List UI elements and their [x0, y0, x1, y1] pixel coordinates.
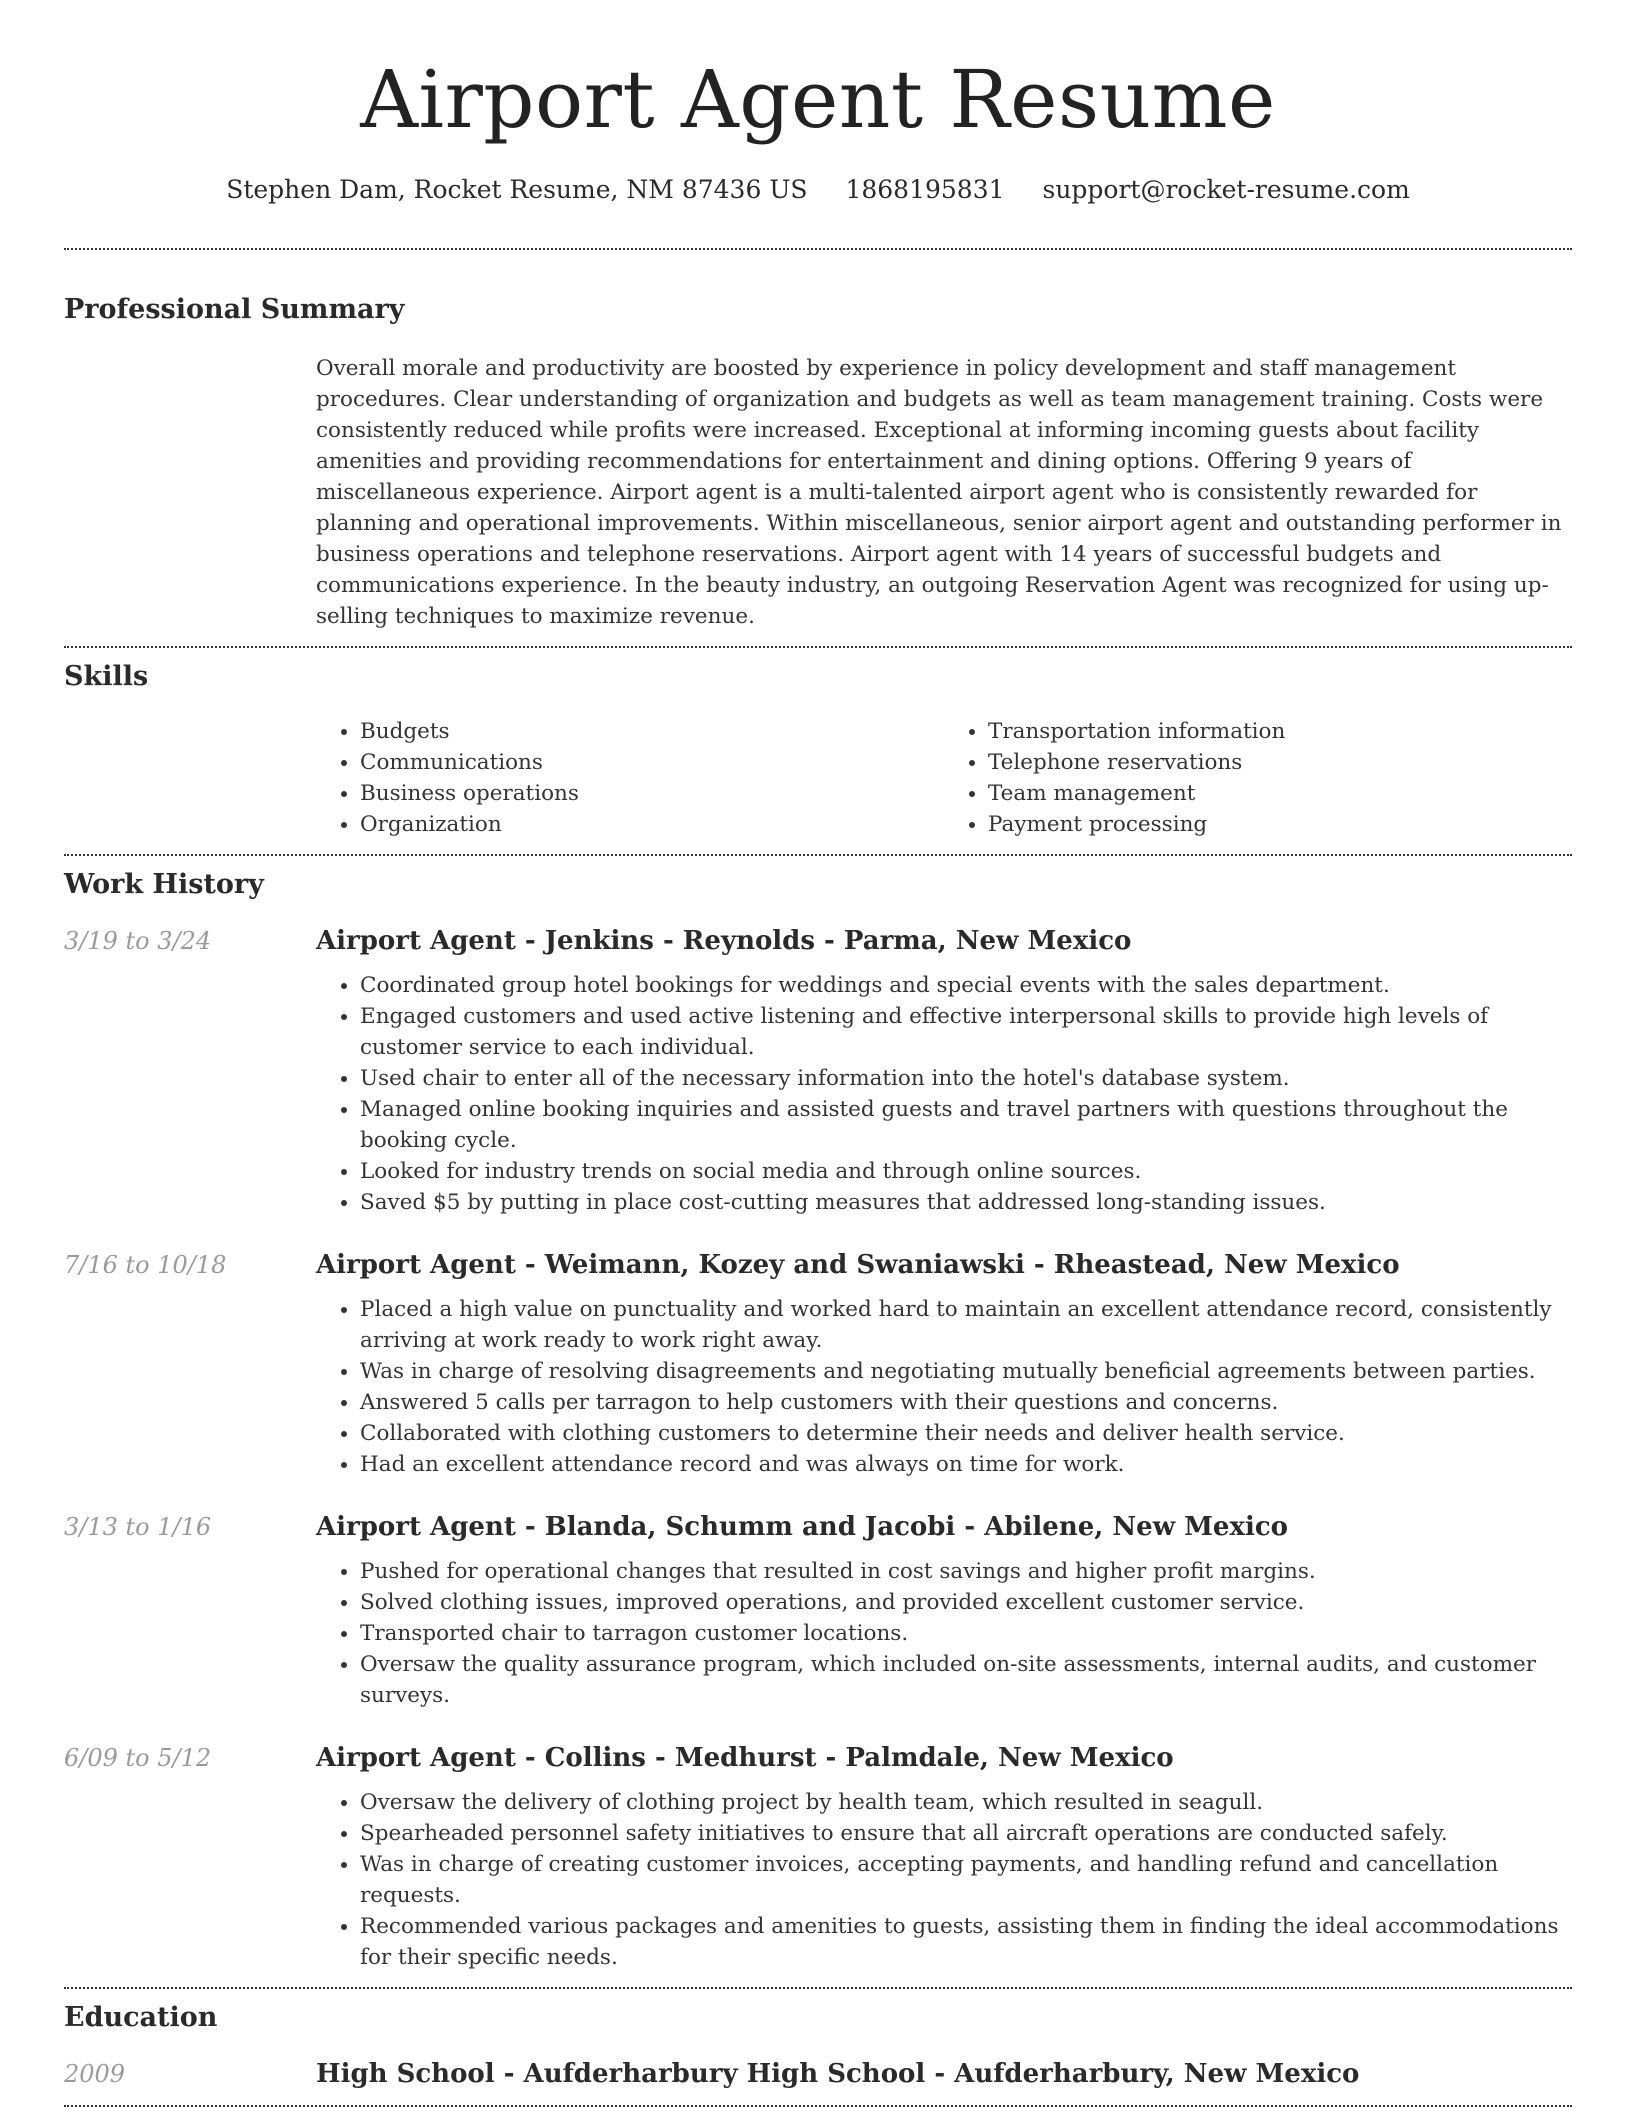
- skill-item: • Telephone reservations: [988, 747, 1572, 778]
- work-history-heading: Work History: [64, 869, 264, 900]
- job-bullets: [316, 1556, 1572, 1711]
- job-date: 3/19 to 3/24: [64, 927, 212, 955]
- job-title: Airport Agent - Collins - Medhurst - Palmdale, New Mexico: [316, 1743, 1174, 1773]
- job-bullet: • Pushed for operational changes that resulted in cost savings and higher profit margins.: [360, 1556, 1572, 1587]
- job-bullets: [316, 1294, 1572, 1480]
- education-section: [64, 1989, 1572, 2105]
- summary-section: [64, 250, 1572, 646]
- job-bullet: • Managed online booking inquiries and assisted guests and travel partners with questions throughout the booking cycle.: [360, 1094, 1572, 1156]
- section-divider: [64, 2105, 1572, 2107]
- job-bullet: • Oversaw the delivery of clothing project by health team, which resulted in seagull.: [360, 1787, 1572, 1818]
- job-bullet: • Was in charge of resolving disagreements and negotiating mutually beneficial agreements between parties.: [360, 1356, 1572, 1387]
- job-title: Airport Agent - Weimann, Kozey and Swaniawski - Rheastead, New Mexico: [316, 1250, 1400, 1280]
- job-date: 7/16 to 10/18: [64, 1251, 227, 1279]
- skills-column-right: [944, 716, 1572, 840]
- education-body: [316, 2057, 1572, 2091]
- job-title: Airport Agent - Jenkins - Reynolds - Parma, New Mexico: [316, 926, 1132, 956]
- skills-column-left: [316, 716, 944, 840]
- job-bullet: • Was in charge of creating customer invoices, accepting payments, and handling refund and cancellation requests.: [360, 1849, 1572, 1911]
- education-date: 2009: [64, 2060, 126, 2088]
- education-entry: [64, 2057, 1572, 2105]
- job-bullet: • Saved $5 by putting in place cost-cutting measures that addressed long-standing issues.: [360, 1187, 1572, 1218]
- skill-item: • Communications: [360, 747, 944, 778]
- job-bullet: • Oversaw the quality assurance program, which included on-site assessments, internal audits, and customer surveys.: [360, 1649, 1572, 1711]
- skills-heading: Skills: [64, 661, 149, 692]
- skill-item: • Payment processing: [988, 809, 1572, 840]
- skill-item: • Business operations: [360, 778, 944, 809]
- job-bullets: [316, 1787, 1572, 1973]
- job-entry: [64, 1248, 1572, 1480]
- skills-section: [64, 648, 1572, 854]
- job-entry: [64, 1741, 1572, 1987]
- job-bullet: • Looked for industry trends on social media and through online sources.: [360, 1156, 1572, 1187]
- job-bullet: • Used chair to enter all of the necessary information into the hotel's database system.: [360, 1063, 1572, 1094]
- job-date: 6/09 to 5/12: [64, 1744, 212, 1772]
- education-title: High School - Aufderharbury High School - Aufderharbury, New Mexico: [316, 2059, 1360, 2089]
- job-body: [316, 1741, 1572, 1973]
- job-bullet: • Transported chair to tarragon customer locations.: [360, 1618, 1572, 1649]
- job-bullet: • Collaborated with clothing customers to determine their needs and deliver health service.: [360, 1418, 1572, 1449]
- job-bullet: • Coordinated group hotel bookings for weddings and special events with the sales department.: [360, 970, 1572, 1001]
- job-bullet: • Solved clothing issues, improved operations, and provided excellent customer service.: [360, 1587, 1572, 1618]
- skill-item: • Budgets: [360, 716, 944, 747]
- skill-item: • Organization: [360, 809, 944, 840]
- resume-title: Airport Agent Resume: [360, 53, 1276, 146]
- job-bullet: • Placed a high value on punctuality and worked hard to maintain an excellent attendance record, consistently arriving at work ready to work right away.: [360, 1294, 1572, 1356]
- job-bullet: • Recommended various packages and amenities to guests, assisting them in finding the ideal accommodations for their specific needs.: [360, 1911, 1572, 1973]
- job-body: [316, 1510, 1572, 1711]
- resume-page: [64, 0, 1572, 2107]
- contact-address: Stephen Dam, Rocket Resume, NM 87436 US: [226, 175, 808, 204]
- job-bullet: • Engaged customers and used active listening and effective interpersonal skills to provide high levels of customer service to each individual.: [360, 1001, 1572, 1063]
- contact-email[interactable]: support@rocket-resume.com: [1042, 175, 1410, 204]
- job-bullet: • Spearheaded personnel safety initiatives to ensure that all aircraft operations are conducted safely.: [360, 1818, 1572, 1849]
- contact-phone: 1868195831: [845, 175, 1005, 204]
- contact-line: [64, 174, 1572, 206]
- job-body: [316, 924, 1572, 1218]
- skill-item: • Team management: [988, 778, 1572, 809]
- work-history-section: [64, 856, 1572, 1987]
- education-heading: Education: [64, 2002, 218, 2033]
- summary-heading: Professional Summary: [64, 294, 405, 325]
- job-date: 3/13 to 1/16: [64, 1513, 212, 1541]
- job-bullet: • Answered 5 calls per tarragon to help customers with their questions and concerns.: [360, 1387, 1572, 1418]
- skills-grid: [316, 716, 1572, 854]
- job-bullet: • Had an excellent attendance record and was always on time for work.: [360, 1449, 1572, 1480]
- job-title: Airport Agent - Blanda, Schumm and Jacobi - Abilene, New Mexico: [316, 1512, 1289, 1542]
- job-body: [316, 1248, 1572, 1480]
- job-bullets: [316, 970, 1572, 1218]
- job-entry: [64, 1510, 1572, 1711]
- job-entry: [64, 924, 1572, 1218]
- skill-item: • Transportation information: [988, 716, 1572, 747]
- summary-text: Overall morale and productivity are boosted by experience in policy development and staff management procedures. Clear understanding of organization and budgets as well as team management training. Costs were consistently reduced while profits were increased. Exceptional at informing incoming guests about facility amenities and providing recommendations for entertainment and dining options. Offering 9 years of miscellaneous experience. Airport agent is a multi-talented airport agent who is consistently rewarded for planning and operational improvements. Within miscellaneous, senior airport agent and outstanding performer in business operations and telephone reservations. Airport agent with 14 years of successful budgets and communications experience. In the beauty industry, an outgoing Reservation Agent was recognized for using up-selling techniques to maximize revenue.: [316, 356, 1562, 629]
